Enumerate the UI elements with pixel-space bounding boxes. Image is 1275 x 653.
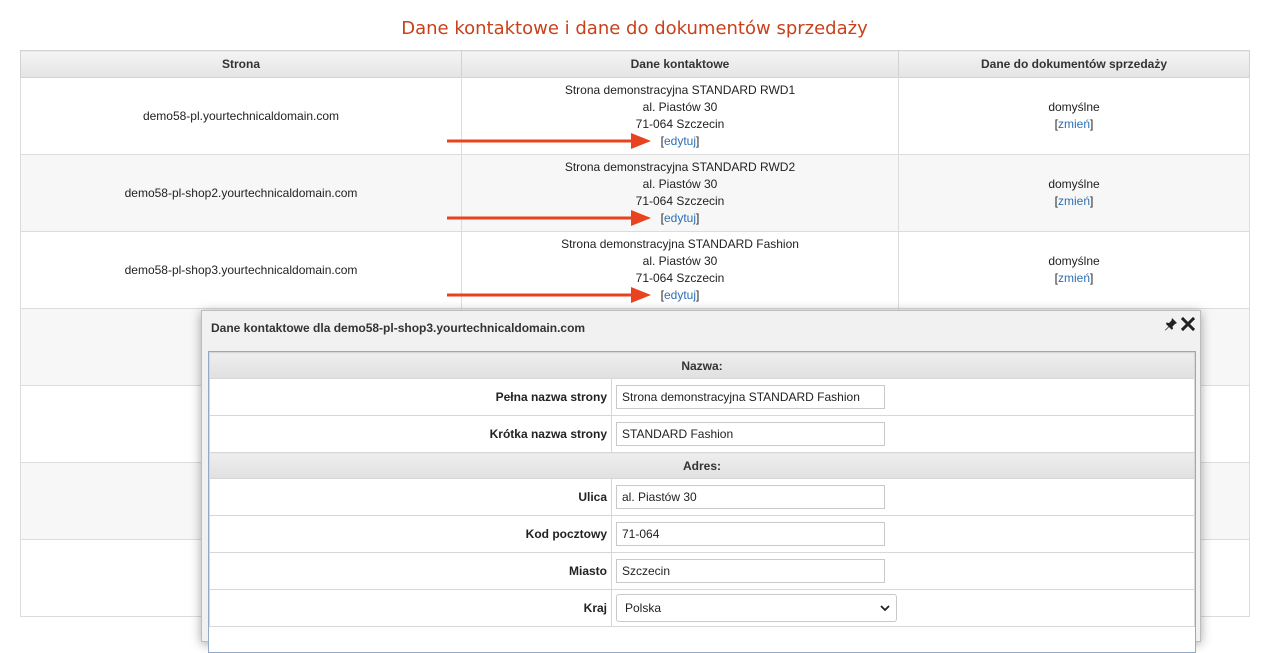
table-header-row bbox=[21, 51, 1250, 78]
docs-value: domyślne bbox=[1048, 254, 1100, 268]
section-address-label: Adres: bbox=[210, 453, 1195, 479]
contact-city: 71-064 Szczecin bbox=[635, 117, 725, 131]
change-docs-link[interactable]: zmień bbox=[1057, 194, 1090, 208]
section-header-address bbox=[210, 453, 1195, 479]
section-name-label: Nazwa: bbox=[210, 353, 1195, 379]
contact-street: al. Piastów 30 bbox=[642, 254, 718, 268]
docs-value: domyślne bbox=[1048, 100, 1100, 114]
column-header-site: Strona bbox=[21, 51, 462, 78]
country-select[interactable] bbox=[616, 594, 897, 622]
contact-edit-dialog bbox=[201, 310, 1201, 642]
chevron-down-icon bbox=[880, 603, 890, 613]
contact-cell: Strona demonstracyjna STANDARD Fashion al. Piastów 30 71-064 Szczecin [edytuj] bbox=[462, 232, 899, 309]
edit-contact-link[interactable]: edytuj bbox=[663, 288, 697, 302]
contact-street: al. Piastów 30 bbox=[642, 177, 718, 191]
pin-icon[interactable] bbox=[1164, 317, 1178, 331]
site-domain: demo58-pl-shop3.yourtechnicaldomain.com bbox=[21, 232, 462, 309]
edit-contact-link[interactable]: edytuj bbox=[663, 134, 697, 148]
postal-code-label: Kod pocztowy bbox=[210, 516, 612, 553]
postal-code-input[interactable]: 71-064 bbox=[616, 522, 885, 546]
change-docs-link[interactable]: zmień bbox=[1057, 271, 1090, 285]
annotation-arrow-icon bbox=[447, 131, 652, 151]
country-label: Kraj bbox=[210, 590, 612, 627]
close-icon[interactable] bbox=[1181, 317, 1195, 331]
full-name-input[interactable]: Strona demonstracyjna STANDARD Fashion bbox=[616, 385, 885, 409]
city-label: Miasto bbox=[210, 553, 612, 590]
section-header-name bbox=[210, 353, 1195, 379]
contact-cell: Strona demonstracyjna STANDARD RWD2 al. Piastów 30 71-064 Szczecin [edytuj] bbox=[462, 155, 899, 232]
form-row-city bbox=[210, 553, 1195, 590]
column-header-docs: Dane do dokumentów sprzedaży bbox=[899, 51, 1250, 78]
docs-cell: domyślne [zmień] bbox=[899, 232, 1250, 309]
contact-street: al. Piastów 30 bbox=[642, 100, 718, 114]
contact-city: 71-064 Szczecin bbox=[635, 194, 725, 208]
site-domain: demo58-pl-shop2.yourtechnicaldomain.com bbox=[21, 155, 462, 232]
contact-city: 71-064 Szczecin bbox=[635, 271, 725, 285]
form-row-short-name bbox=[210, 416, 1195, 453]
contact-form bbox=[208, 351, 1196, 653]
dialog-title: Dane kontaktowe dla demo58-pl-shop3.yourtechnicaldomain.com bbox=[211, 321, 586, 335]
country-selected-value: Polska bbox=[625, 601, 662, 615]
city-input[interactable]: Szczecin bbox=[616, 559, 885, 583]
contact-form-table bbox=[209, 352, 1195, 627]
short-name-input[interactable]: STANDARD Fashion bbox=[616, 422, 885, 446]
page-title: Dane kontaktowe i dane do dokumentów sprzedaży bbox=[401, 18, 868, 39]
short-name-label: Krótka nazwa strony bbox=[210, 416, 612, 453]
site-domain: demo58-pl.yourtechnicaldomain.com bbox=[21, 78, 462, 155]
docs-value: domyślne bbox=[1048, 177, 1100, 191]
docs-cell: domyślne [zmień] bbox=[899, 78, 1250, 155]
change-docs-link[interactable]: zmień bbox=[1057, 117, 1090, 131]
form-row-country bbox=[210, 590, 1195, 627]
annotation-arrow-icon bbox=[447, 208, 652, 228]
column-header-contact: Dane kontaktowe bbox=[462, 51, 899, 78]
form-row-postal-code bbox=[210, 516, 1195, 553]
edit-contact-link[interactable]: edytuj bbox=[663, 211, 697, 225]
annotation-arrow-icon bbox=[447, 285, 652, 305]
street-input[interactable]: al. Piastów 30 bbox=[616, 485, 885, 509]
contact-name: Strona demonstracyjna STANDARD RWD2 bbox=[564, 160, 796, 174]
full-name-label: Pełna nazwa strony bbox=[210, 379, 612, 416]
contact-cell: Strona demonstracyjna STANDARD RWD1 al. Piastów 30 71-064 Szczecin [edytuj] bbox=[462, 78, 899, 155]
form-row-full-name bbox=[210, 379, 1195, 416]
contact-name: Strona demonstracyjna STANDARD Fashion bbox=[561, 237, 799, 251]
docs-cell: domyślne [zmień] bbox=[899, 155, 1250, 232]
street-label: Ulica bbox=[210, 479, 612, 516]
contact-name: Strona demonstracyjna STANDARD RWD1 bbox=[564, 83, 796, 97]
form-row-street bbox=[210, 479, 1195, 516]
